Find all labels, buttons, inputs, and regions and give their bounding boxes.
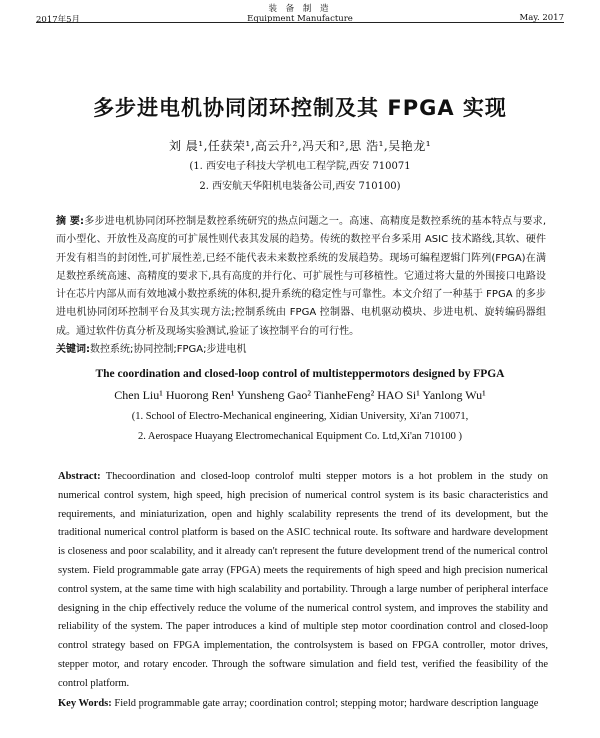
paper-title-en: The coordination and closed-loop control of multisteppermotors designed by FPGA [95, 368, 505, 380]
issue-date: 2017年5月 [36, 15, 81, 25]
abstract-en [58, 468, 548, 694]
keywords-en [58, 695, 548, 713]
keywords-en-label: Key Words: [58, 698, 112, 709]
affiliation-en-2: 2. Aerospace Huayang Electromechanical Equipment Co. Ltd,Xi'an 710100 ) [137, 431, 463, 442]
abstract-en-label: Abstract: [58, 471, 101, 482]
author-list-cn: 刘 晨¹,任获荣¹,高云升²,冯天和²,思 浩¹,吴艳龙¹ [168, 139, 432, 153]
journal-name-cn: 装 备 制 造 [268, 4, 332, 14]
author-list-en: Chen Liu¹ Huorong Ren¹ Yunsheng Gao² TianheFeng² HAO Si¹ Yanlong Wu¹ [114, 388, 486, 402]
journal-name [36, 4, 564, 24]
issue-date-en: May. 2017 [519, 13, 564, 23]
abstract-cn-text: 多步进电机协同闭环控制是数控系统研究的热点问题之一。高速、高精度是数控系统的基本特点与要求,而小型化、开放性及高度的可扩展性则代表其发展的趋势。传统的数控平台多采用 ASIC 技术路线,其软、硬件开发有相当的封闭性,可扩展性差,已经不能代表未来数控系统的发展趋势。现场可编程逻辑门阵列(FPGA)在满足数控系统高速、高精度的要求下,具有高度的并行化、可扩展性与可移植性。它通过将大量的外围接口电路设计在芯片内部从而有效地减小数控系统的体积,提升系统的稳定性与可靠性。本文介绍了一种基于 FPGA 的多步进电机协同闭环控制平台及其实现方法;控制系统由 FPGA 控制器、电机驱动模块、步进电机、旋转编码器组成。通过软件仿真分析及现场实验测试,验证了该控制平台的可行性。 [56, 216, 546, 337]
keywords-cn-label: 关键词: [56, 344, 90, 356]
paper-title: 多步进电机协同闭环控制及其 FPGA 实现 [93, 96, 507, 120]
affiliation-cn-2: 2. 西安航天华阳机电装备公司,西安 710100) [199, 181, 401, 192]
affiliation-cn-1: (1. 西安电子科技大学机电工程学院,西安 710071 [189, 161, 411, 172]
keywords-en-text: Field programmable gate array; coordination control; stepping motor; hardware description language [114, 698, 539, 709]
abstract-cn-label: 摘 要: [56, 216, 85, 227]
abstract-cn [56, 213, 546, 359]
keywords-cn-text: 数控系统;协同控制;FPGA;步进电机 [90, 344, 247, 356]
affiliation-en-1: (1. School of Electro-Mechanical engineering, Xidian University, Xi'an 710071, [131, 411, 469, 422]
abstract-en-text: Thecoordination and closed-loop controlof multi stepper motors is a hot problem in the study on numerical control system, high speed, high precision of numerical control system is its basic characteristics and requirements, and miniaturization, open and highly scalability represents the trend of its development, but the traditional numerical control platform is based on the ASIC technical route. Its software and hardware development is closeness and poor scalability, and it already can't represent the future development trend of the numerical control system. Field programmable gate array (FPGA) meets the requirements of high speed and high precision numerical control system, at the same time with high scalability and portability. Through a large number of peripheral interface designing in the chip effectively reduce the volume of the numerical control system, and improves the stability and reliability of the system. The paper introduces a kind of multiple step motor coordination control and closed-loop control strategy based on FPGA implementation, the controlsystem is based on FPGA controller, motor drives, stepper motor, and rotary encoder. Through the software simulation and field test, verified the feasibility of the control platform. [58, 471, 548, 689]
header-rule [36, 22, 564, 23]
journal-name-en: Equipment Manufacture [247, 14, 353, 24]
